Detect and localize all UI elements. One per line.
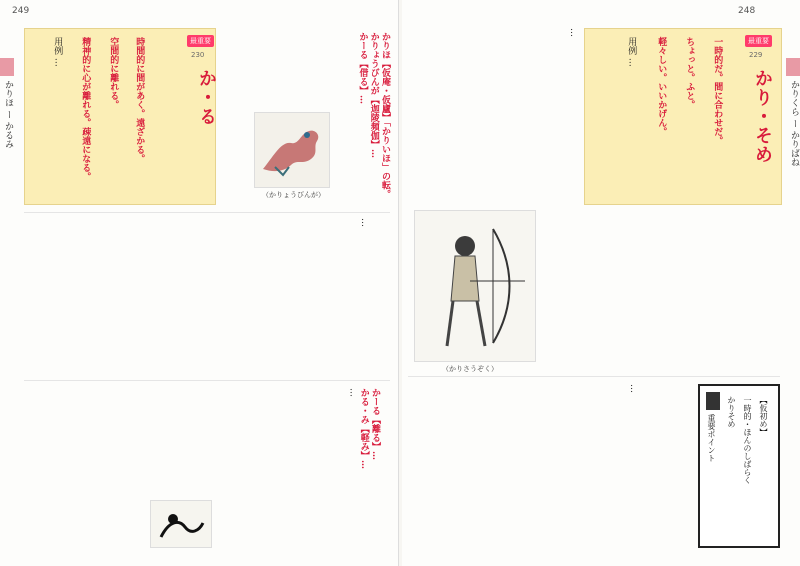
small-figure-icon: [151, 501, 211, 547]
running-head-left: かりほ ー かるみ: [3, 80, 13, 149]
definition-column-left-3: 精神的に心が離れる。疎遠になる。: [80, 37, 91, 181]
category-tag-right: 最重要: [745, 35, 772, 47]
divider-right: [408, 376, 780, 377]
text-block-right-top: …: [568, 28, 578, 37]
index-tab-left: [0, 58, 14, 76]
definition-column-right-2: ちょっと。ふと。: [684, 37, 695, 109]
index-tab-right: [786, 58, 800, 76]
divider-left: [24, 212, 390, 213]
definition-column-right-1: 一時的だ。間に合わせだ。: [712, 37, 723, 145]
definition-column-right-3: 軽々しい。いいかげん。: [656, 37, 667, 136]
page-number-left: 249: [12, 6, 30, 16]
info-box-title-text: 重要ポイント: [707, 414, 716, 462]
info-box-line-3: 【仮初め】: [759, 396, 768, 436]
archer-illustration-icon: [415, 211, 535, 361]
info-box-line-1: かりそめ: [727, 396, 736, 428]
text-block-left-bottom: かーる【離る】… かる・み【軽み】… …: [347, 388, 380, 469]
headword-left: か・る: [196, 69, 217, 126]
definition-column-left-2: 空間的に離れる。: [108, 37, 119, 109]
definition-column-left-4: 用例 …: [52, 37, 63, 67]
category-tag-left: 最重要: [187, 35, 214, 47]
right-entry-box: [584, 28, 782, 205]
archer-illustration: [414, 210, 536, 362]
headword-right: かり・そめ: [752, 69, 773, 164]
small-figure-illustration: [150, 500, 212, 548]
info-box-title: [706, 392, 720, 410]
text-block-left-mid: …: [358, 218, 369, 227]
definition-column-right-4: 用例 …: [626, 37, 637, 67]
definition-column-left-1: 時間的に間があく。遠ざかる。: [134, 37, 145, 163]
illustration-caption-right: （かりさうぞく）: [442, 365, 498, 373]
dragon-illustration: [254, 112, 330, 188]
text-block-right-bottom: …: [628, 384, 638, 393]
divider-left-2: [24, 380, 390, 381]
category-id-right: 229: [749, 51, 763, 59]
dragon-illustration-icon: [255, 113, 329, 187]
category-id-left: 230: [191, 51, 205, 59]
right-page: [402, 0, 800, 566]
info-box: [698, 384, 780, 548]
illustration-caption-left: （かりょうびんが）: [262, 191, 325, 199]
info-box-line-2: 一時的・ほんのしばらく: [743, 396, 752, 484]
left-page: [0, 0, 399, 566]
text-block-left-top: かりほ【仮庵・仮廬】「かりいほ」の転。 かりょうびんが【迦陵頻伽】… かーる【借る】…: [357, 32, 390, 199]
page-number-right: 248: [738, 6, 756, 16]
running-head-right: かりくら ー かりばね: [789, 80, 799, 167]
left-entry-box: [24, 28, 216, 205]
